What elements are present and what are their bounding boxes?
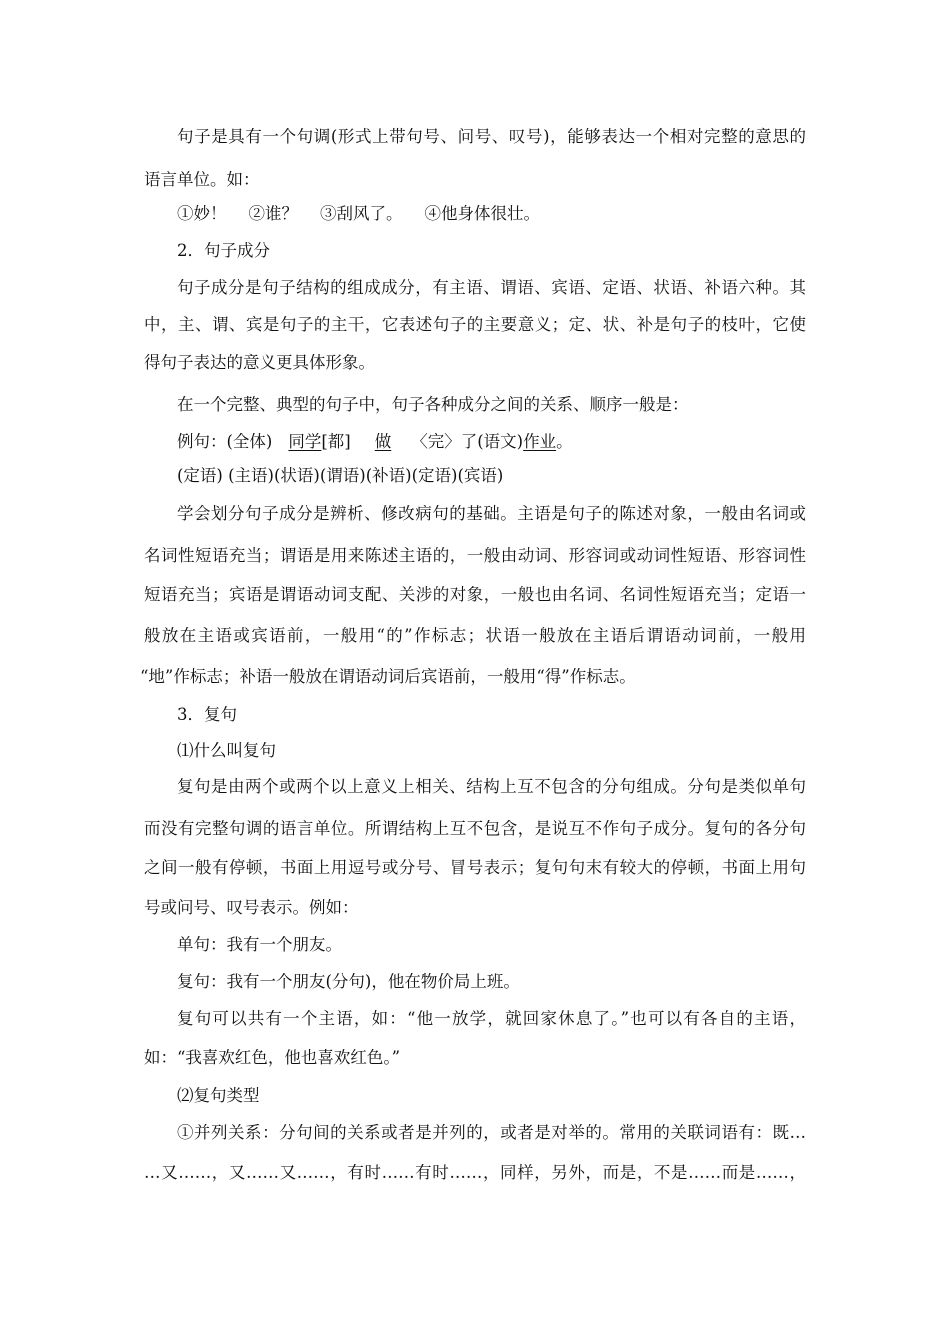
paragraph-line: 之间一般有停顿，书面上用逗号或分号、冒号表示；复句句末有较大的停顿，书面上用句	[144, 858, 806, 877]
example-item: ③刮风了。	[320, 204, 403, 223]
paragraph-line: 学会划分句子成分是辨析、修改病句的基础。主语是句子的陈述对象，一般由名词或	[177, 504, 806, 523]
paragraph-line: 得句子表达的意义更具体形象。	[144, 353, 375, 372]
subject-word: 同学	[288, 432, 322, 451]
paragraph-line: 号或问号、叹号表示。例如：	[144, 898, 359, 917]
adverbial-word: [都]	[321, 432, 351, 451]
complex-sentence-example: 复句：我有一个朋友(分句)，他在物价局上班。	[177, 972, 520, 991]
paragraph-line: 句子成分是句子结构的组成成分，有主语、谓语、宾语、定语、状语、补语六种。其	[177, 278, 806, 297]
paragraph-line: “地”作标志；补语一般放在谓语动词后宾语前，一般用“得”作标志。	[140, 667, 636, 686]
example-label: 例句：	[177, 432, 227, 451]
example-item: ①妙！	[177, 204, 227, 223]
paragraph-line: 而没有完整句调的语言单位。所谓结构上互不包含，是说互不作句子成分。复句的各分句	[144, 819, 806, 838]
paragraph-line: 在一个完整、典型的句子中，句子各种成分之间的关系、顺序一般是：	[177, 395, 689, 414]
roles-line: (定语) (主语)(状语)(谓语)(补语)(定语)(宾语)	[177, 466, 504, 485]
paragraph-line: 复句可以共有一个主语，如：“他一放学，就回家休息了。”也可以有各自的主语，	[177, 1009, 806, 1028]
object-word: 作业	[523, 432, 557, 451]
paragraph-line: 语言单位。如：	[144, 170, 260, 189]
section-heading: 2．句子成分	[177, 241, 270, 260]
paragraph-line: 中，主、谓、宾是句子的主干，它表述句子的主要意义；定、状、补是句子的枝叶，它使	[144, 315, 806, 334]
predicate-word: 做	[374, 432, 392, 451]
sub-heading: ⑵复句类型	[177, 1086, 260, 1105]
paragraph-line: 句子是具有一个句调(形式上带句号、问号、叹号)，能够表达一个相对完整的意思的	[177, 127, 806, 146]
attributive-1: (全体)	[226, 432, 273, 451]
example-item: ④他身体很壮。	[424, 204, 540, 223]
sentence-end: 。	[556, 432, 573, 451]
paragraph-line: 名词性短语充当；谓语是用来陈述主语的，一般由动词、形容词或动词性短语、形容词性	[144, 546, 806, 565]
attributive-2: (语文)	[477, 432, 524, 451]
example-item: ②谁？	[248, 204, 298, 223]
paragraph-line: 短语充当；宾语是谓语动词支配、关涉的对象，一般也由名词、名词性短语充当；定语一	[144, 585, 806, 604]
complement-word: 〈完〉了	[411, 432, 478, 451]
example-sentence	[177, 431, 573, 453]
paragraph-line: 复句是由两个或两个以上意义上相关、结构上互不包含的分句组成。分句是类似单句	[177, 777, 806, 796]
single-sentence-example: 单句：我有一个朋友。	[177, 935, 342, 954]
examples-row	[177, 203, 540, 225]
paragraph-line: 如：“我喜欢红色，他也喜欢红色。”	[144, 1048, 401, 1067]
paragraph-line: …又……，又……又……，有时……有时……，同样，另外，而是，不是……而是……，	[144, 1163, 806, 1182]
paragraph-line: 般放在主语或宾语前，一般用“的”作标志；状语一般放在主语后谓语动词前，一般用	[144, 626, 806, 645]
paragraph-line: ①并列关系：分句间的关系或者是并列的，或者是对举的。常用的关联词语有：既…	[177, 1123, 806, 1142]
section-heading: 3．复句	[177, 705, 237, 724]
sub-heading: ⑴什么叫复句	[177, 741, 276, 760]
